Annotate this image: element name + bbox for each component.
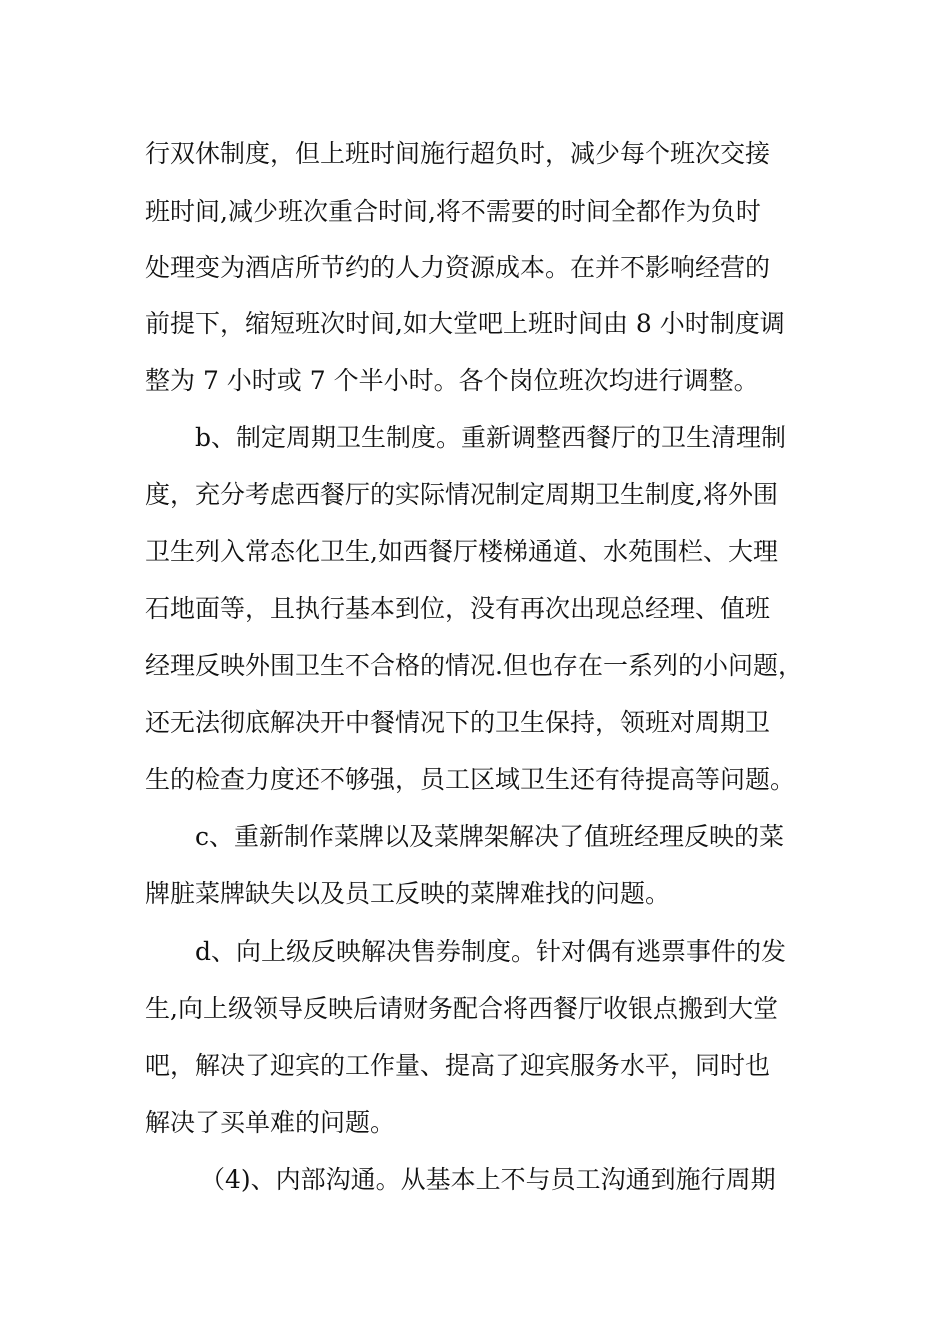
text-line: 整为 7 小时或 7 个半小时。各个岗位班次均进行调整。	[145, 366, 759, 395]
text-line: 行双休制度，但上班时间施行超负时，减少每个班次交接	[145, 139, 771, 168]
paragraph-c-start: c、重新制作菜牌以及菜牌架解决了值班经理反映的菜	[195, 822, 785, 851]
text-line: 解决了买单难的问题。	[145, 1108, 396, 1137]
section-4-heading: （4)、内部沟通。从基本上不与员工沟通到施行周期	[200, 1165, 776, 1194]
text-line: 生的检查力度还不够强，员工区域卫生还有待提高等问题。	[145, 765, 796, 794]
paragraph-b-start: b、制定周期卫生制度。重新调整西餐厅的卫生清理制	[195, 423, 787, 452]
text-line: 度，充分考虑西餐厅的实际情况制定周期卫生制度,将外围	[145, 480, 778, 509]
paragraph-d-start: d、向上级反映解决售券制度。针对偶有逃票事件的发	[195, 937, 787, 966]
text-line: 班时间,减少班次重合时间,将不需要的时间全都作为负时	[145, 197, 761, 226]
text-line: 石地面等，且执行基本到位，没有再次出现总经理、值班	[145, 594, 771, 623]
text-line: 牌脏菜牌缺失以及员工反映的菜牌难找的问题。	[145, 879, 671, 908]
text-line: 生,向上级领导反映后请财务配合将西餐厅收银点搬到大堂	[145, 994, 778, 1023]
text-line: 前提下，缩短班次时间,如大堂吧上班时间由 8 小时制度调	[145, 309, 785, 338]
text-line: 处理变为酒店所节约的人力资源成本。在并不影响经营的	[145, 253, 771, 282]
text-line: 经理反映外围卫生不合格的情况.但也存在一系列的小问题，	[145, 651, 803, 680]
text-line: 卫生列入常态化卫生,如西餐厅楼梯通道、水苑围栏、大理	[145, 537, 778, 566]
text-line: 还无法彻底解决开中餐情况下的卫生保持，领班对周期卫	[145, 708, 771, 737]
text-line: 吧，解决了迎宾的工作量、提高了迎宾服务水平，同时也	[145, 1051, 771, 1080]
